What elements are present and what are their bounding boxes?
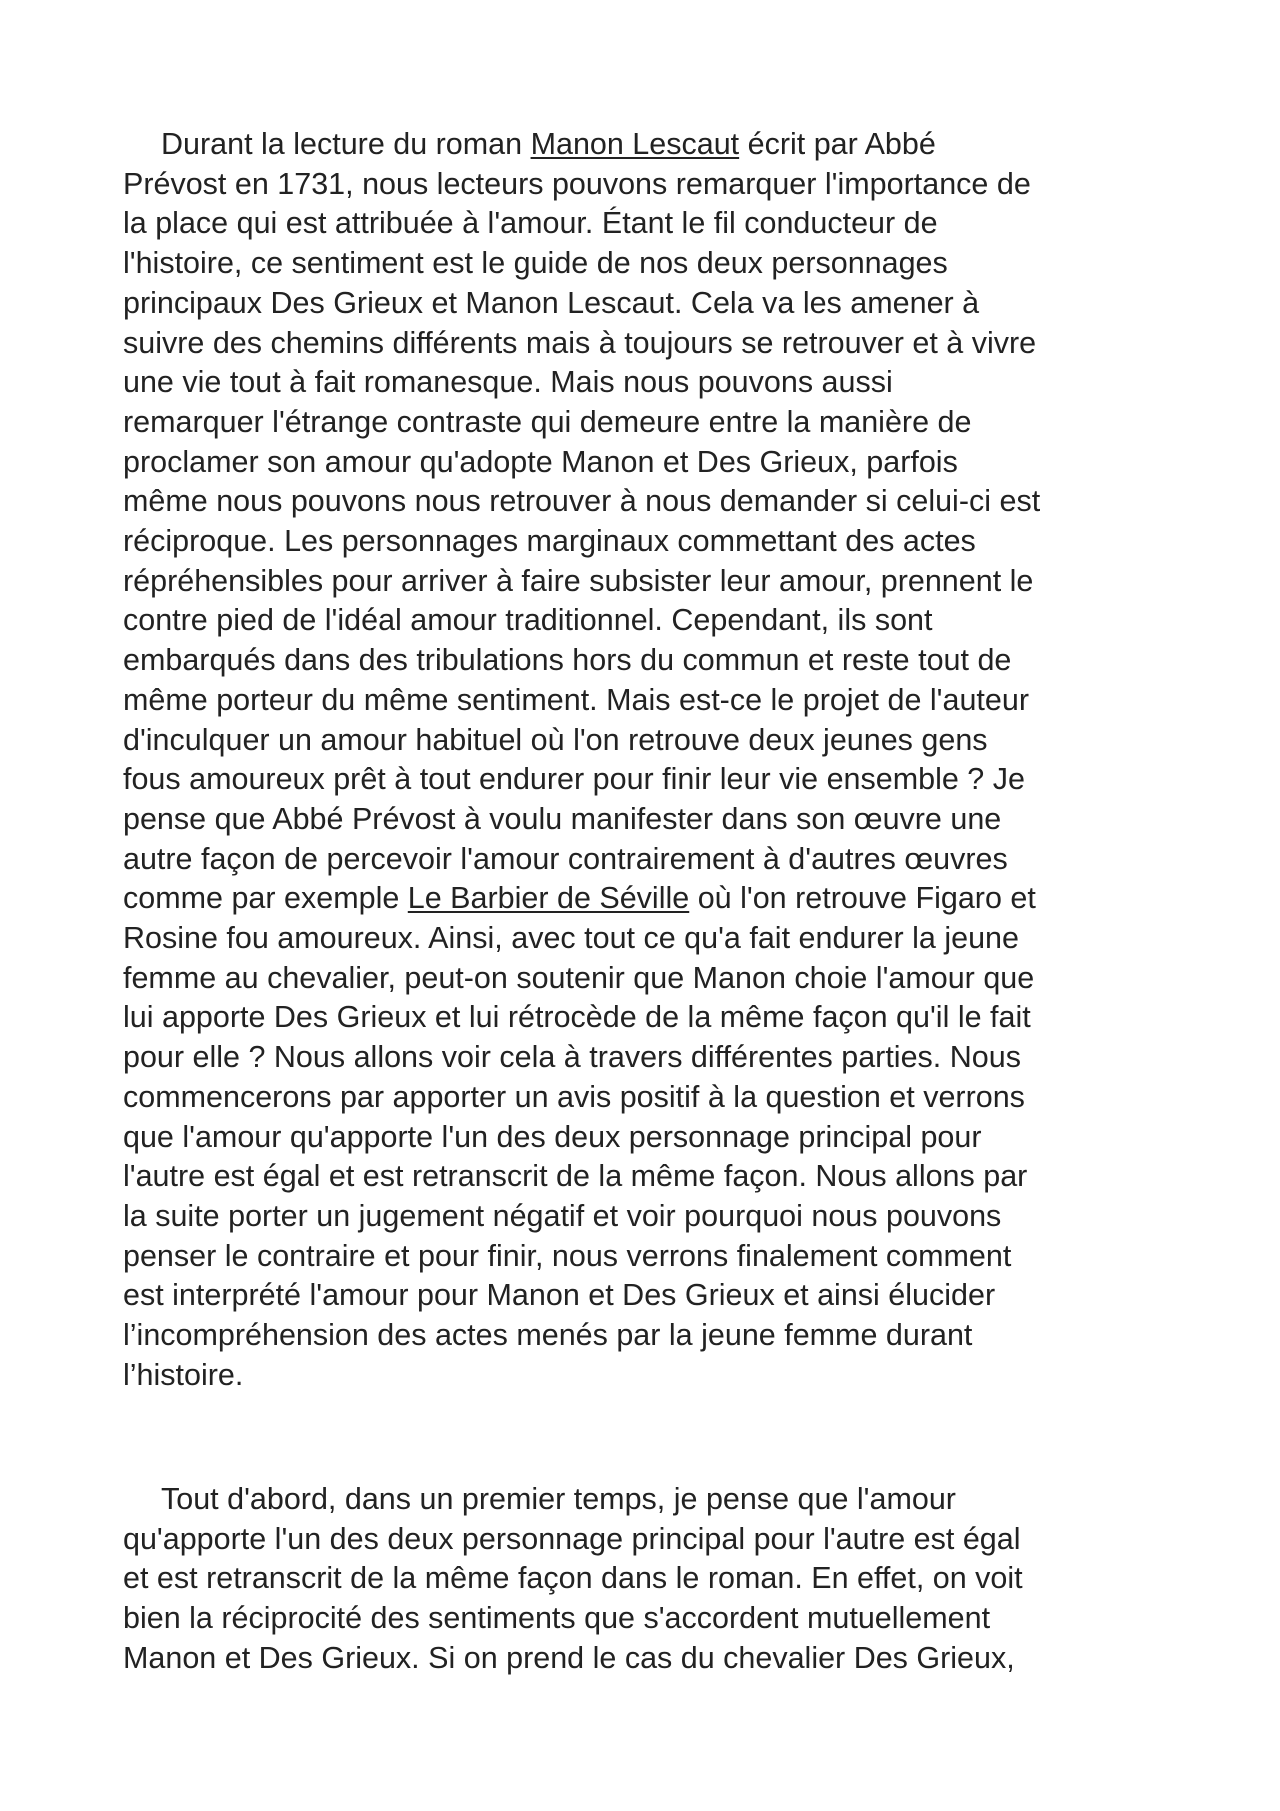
- text-line: répréhensibles pour arriver à faire subsister leur amour, prennent le: [123, 563, 1034, 598]
- text-line: Rosine fou amoureux. Ainsi, avec tout ce qu'a fait endurer la jeune: [123, 921, 1019, 956]
- text-line: principaux Des Grieux et Manon Lescaut. Cela va les amener à: [123, 285, 980, 320]
- text-line: l’histoire.: [123, 1357, 244, 1392]
- text-line: penser le contraire et pour finir, nous verrons finalement comment: [123, 1238, 1012, 1273]
- text-line: est interprété l'amour pour Manon et Des Grieux et ainsi élucider: [123, 1278, 996, 1313]
- text-line: l’incompréhension des actes menés par la jeune femme durant: [123, 1318, 973, 1353]
- text-span: où l'on retrouve Figaro et: [689, 881, 1036, 916]
- text-line: remarquer l'étrange contraste qui demeure entre la manière de: [123, 404, 972, 439]
- text-span: comme par exemple: [123, 881, 408, 916]
- paragraph-introduction: [123, 125, 1183, 1396]
- text-line: suivre des chemins différents mais à toujours se retrouver et à vivre: [123, 325, 1037, 360]
- text-line: pour elle ? Nous allons voir cela à travers différentes parties. Nous: [123, 1040, 1021, 1075]
- text-line: que l'amour qu'apporte l'un des deux personnage principal pour: [123, 1119, 982, 1154]
- text-span: écrit par Abbé: [739, 127, 936, 161]
- text-line: la suite porter un jugement négatif et voir pourquoi nous pouvons: [123, 1198, 1002, 1233]
- text-line: une vie tout à fait romanesque. Mais nous pouvons aussi: [123, 365, 893, 400]
- text-line: commencerons par apporter un avis positif à la question et verrons: [123, 1079, 1025, 1114]
- text-line: même nous pouvons nous retrouver à nous demander si celui-ci est: [123, 484, 1041, 519]
- text-line: réciproque. Les personnages marginaux commettant des actes: [123, 524, 976, 559]
- text-line: bien la réciprocité des sentiments que s'accordent mutuellement: [123, 1601, 991, 1636]
- text-line: Prévost en 1731, nous lecteurs pouvons remarquer l'importance de: [123, 166, 1031, 201]
- text-line: [123, 125, 1183, 165]
- book-title-barbier-de-seville: Le Barbier de Séville: [407, 881, 690, 916]
- text-line: l'autre est égal et est retranscrit de la même façon. Nous allons par: [123, 1159, 1028, 1194]
- text-line: fous amoureux prêt à tout endurer pour finir leur vie ensemble ? Je: [123, 762, 1025, 797]
- text-line: et est retranscrit de la même façon dans le roman. En effet, on voit: [123, 1561, 1023, 1596]
- text-line: [123, 879, 1183, 919]
- text-line: Tout d'abord, dans un premier temps, je pense que l'amour: [161, 1482, 956, 1516]
- book-title-manon-lescaut: Manon Lescaut: [530, 127, 740, 161]
- text-line: femme au chevalier, peut-on soutenir que Manon choie l'amour que: [123, 960, 1035, 995]
- text-line: pense que Abbé Prévost à voulu manifester dans son œuvre une: [123, 801, 1002, 836]
- text-line: proclamer son amour qu'adopte Manon et Des Grieux, parfois: [123, 444, 958, 479]
- text-span: Durant la lecture du roman: [161, 127, 531, 161]
- text-line: même porteur du même sentiment. Mais est-ce le projet de l'auteur: [123, 682, 1029, 717]
- paragraph-first-part: [123, 1480, 1183, 1679]
- text-line: d'inculquer un amour habituel où l'on retrouve deux jeunes gens: [123, 722, 988, 757]
- text-line: l'histoire, ce sentiment est le guide de nos deux personnages: [123, 246, 948, 281]
- text-line: contre pied de l'idéal amour traditionnel. Cependant, ils sont: [123, 603, 933, 638]
- text-line: qu'apporte l'un des deux personnage principal pour l'autre est égal: [123, 1521, 1021, 1556]
- text-line: la place qui est attribuée à l'amour. Étant le fil conducteur de: [123, 206, 938, 241]
- text-line: embarqués dans des tribulations hors du commun et reste tout de: [123, 643, 1012, 678]
- text-line: lui apporte Des Grieux et lui rétrocède de la même façon qu'il le fait: [123, 1000, 1031, 1035]
- text-line: autre façon de percevoir l'amour contrairement à d'autres œuvres: [123, 841, 1008, 876]
- text-line: Manon et Des Grieux. Si on prend le cas du chevalier Des Grieux,: [123, 1640, 1015, 1675]
